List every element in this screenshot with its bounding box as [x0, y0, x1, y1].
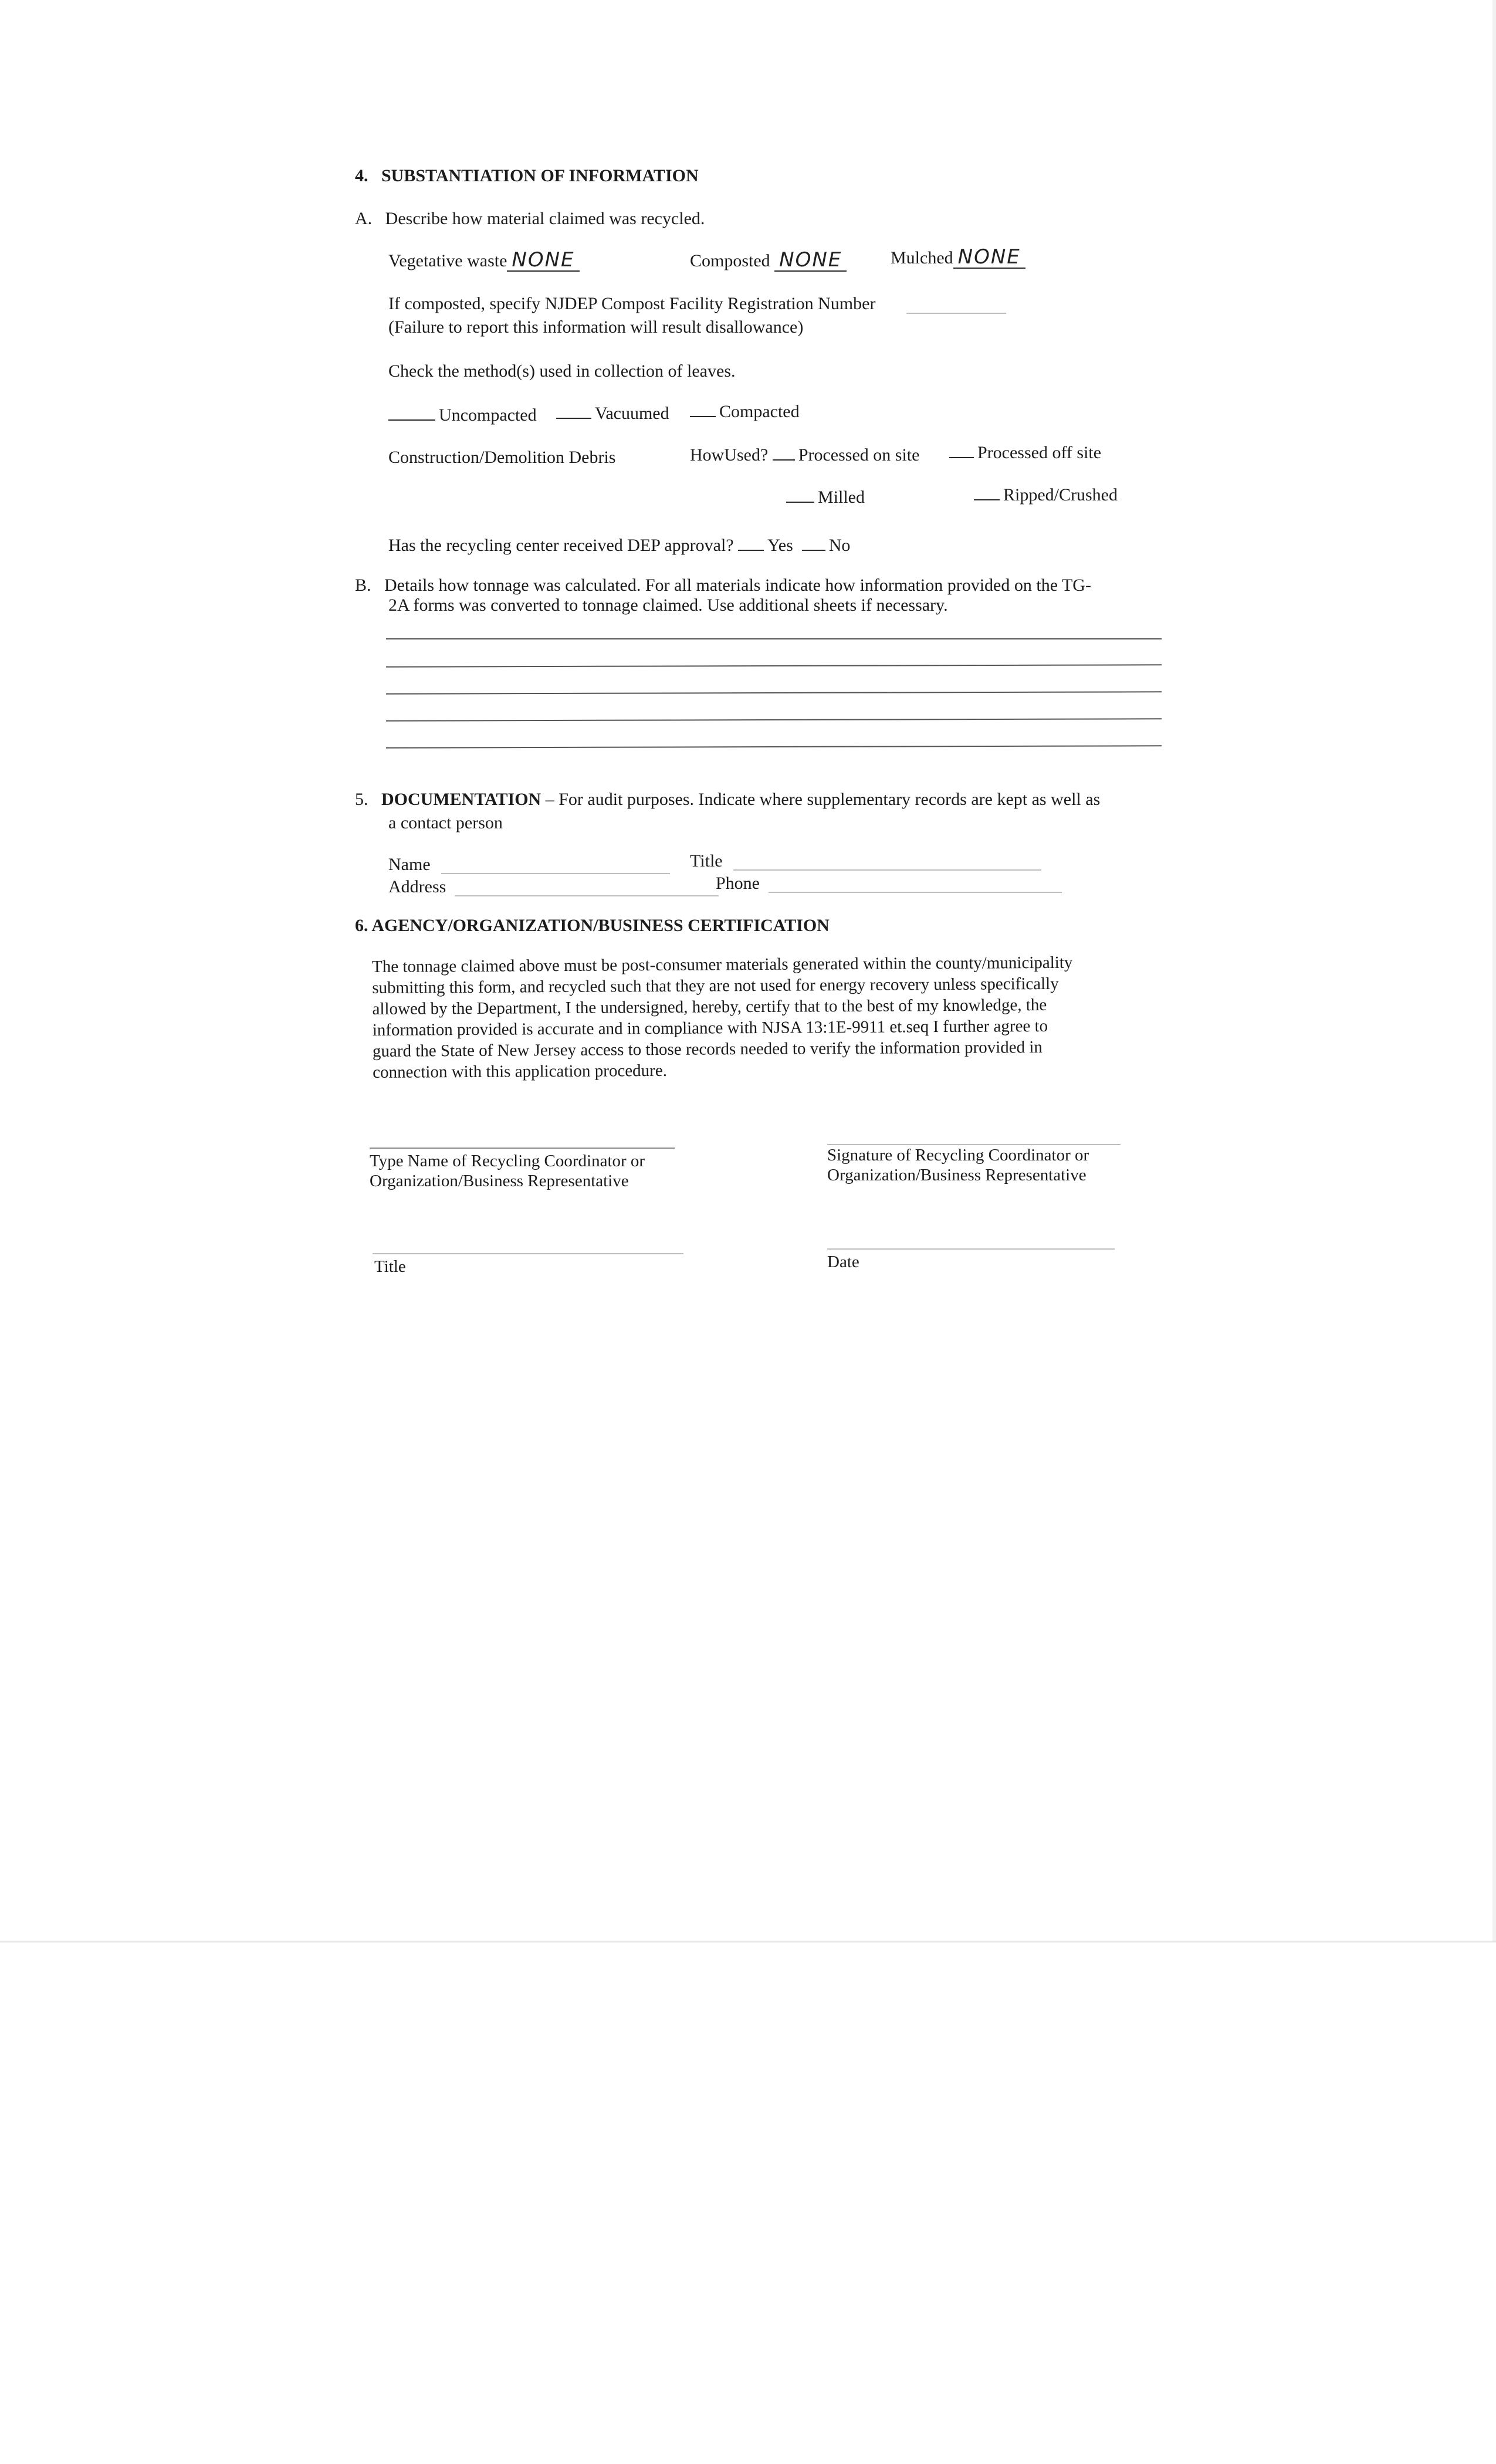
uncompacted-checkbox-line[interactable]	[388, 405, 435, 421]
milled-option[interactable]	[786, 487, 865, 508]
processed-off-site-checkbox-line[interactable]	[949, 443, 974, 458]
date-line[interactable]	[827, 1248, 1115, 1250]
vacuumed-label: Vacuumed	[595, 404, 669, 423]
section-6-title: 6. AGENCY/ORGANIZATION/BUSINESS CERTIFICATION	[355, 916, 830, 935]
certification-line: The tonnage claimed above must be post-consumer materials generated within the county/municipality	[372, 953, 1073, 976]
section-4a-prompt	[355, 208, 705, 229]
processed-off-site-label: Processed off site	[977, 443, 1102, 462]
uncompacted-option[interactable]	[388, 405, 537, 426]
uncompacted-label: Uncompacted	[439, 405, 537, 425]
signature-label-2: Organization/Business Representative	[827, 1166, 1087, 1184]
milled-label: Milled	[818, 488, 865, 507]
tonnage-answer-line-5[interactable]	[386, 745, 1162, 748]
vegetative-waste-field[interactable]	[388, 249, 580, 272]
tonnage-answer-line-3[interactable]	[386, 691, 1162, 694]
vegetative-waste-label: Vegetative waste	[388, 251, 507, 270]
registration-number-label: If composted, specify NJDEP Compost Facility Registration Number	[388, 294, 876, 313]
section-5-text2: a contact person	[388, 813, 503, 832]
contact-name-line[interactable]	[441, 873, 670, 874]
section-5-title: DOCUMENTATION	[381, 790, 541, 809]
mulched-value[interactable]: NONE	[953, 246, 1025, 269]
processed-on-site-label: Processed on site	[798, 445, 920, 465]
leaves-collection-prompt: Check the method(s) used in collection of leaves.	[388, 361, 736, 381]
ripped-crushed-checkbox-line[interactable]	[974, 485, 1000, 500]
section-4-number: 4.	[355, 166, 368, 185]
vacuumed-option[interactable]	[556, 403, 669, 424]
certification-line: submitting this form, and recycled such that they are not used for energy recovery unless specifically	[372, 974, 1059, 997]
contact-phone-label: Phone	[716, 874, 760, 893]
tonnage-answer-line-4[interactable]	[386, 718, 1162, 721]
vegetative-waste-value[interactable]: NONE	[507, 249, 579, 272]
mulched-label: Mulched	[891, 248, 953, 268]
date-label: Date	[827, 1253, 859, 1271]
dep-yes-label: Yes	[767, 536, 793, 555]
tonnage-answer-line-2[interactable]	[386, 664, 1162, 667]
failure-note: (Failure to report this information will result disallowance)	[388, 317, 804, 337]
contact-title-label: Title	[690, 851, 723, 871]
type-name-label-2: Organization/Business Representative	[370, 1172, 629, 1190]
construction-demolition-label: Construction/Demolition Debris	[388, 448, 616, 467]
contact-title-line[interactable]	[733, 869, 1041, 871]
section-4-heading	[355, 165, 699, 187]
section-5-text1: – For audit purposes. Indicate where supplementary records are kept as well as	[541, 790, 1101, 809]
vacuumed-checkbox-line[interactable]	[556, 404, 591, 419]
compacted-checkbox-line[interactable]	[690, 402, 716, 417]
signature-label-1: Signature of Recycling Coordinator or	[827, 1146, 1089, 1165]
rep-title-line[interactable]	[373, 1253, 683, 1254]
tonnage-answer-line-1[interactable]	[386, 638, 1162, 639]
processed-off-site-option[interactable]	[949, 442, 1101, 463]
section-4b-line1	[355, 575, 1091, 596]
scan-page-bottom-edge	[0, 1941, 1496, 1942]
processed-on-site-checkbox-line[interactable]	[773, 445, 795, 461]
dep-no-label: No	[828, 536, 851, 555]
contact-name-label: Name	[388, 855, 431, 874]
how-used-row	[690, 445, 919, 466]
dep-approval-row	[388, 535, 850, 556]
certification-line: allowed by the Department, I the undersigned, hereby, certify that to the best of my knowledge, the	[372, 995, 1047, 1018]
registration-number-field[interactable]	[388, 293, 875, 314]
certification-line: connection with this application procedure.	[373, 1061, 668, 1082]
milled-checkbox-line[interactable]	[786, 488, 814, 503]
composted-label: Composted	[690, 251, 770, 270]
dep-approval-question: Has the recycling center received DEP approval?	[388, 536, 734, 555]
section-4b-letter: B.	[355, 576, 371, 595]
certification-line: guard the State of New Jersey access to those records needed to verify the information provided in	[372, 1038, 1043, 1061]
type-name-label-1: Type Name of Recycling Coordinator or	[370, 1152, 645, 1170]
composted-value[interactable]: NONE	[774, 249, 847, 272]
section-5-heading	[355, 789, 1100, 810]
composted-field[interactable]	[690, 249, 847, 272]
section-4a-prompt-text: Describe how material claimed was recycled.	[385, 209, 705, 228]
ripped-crushed-option[interactable]	[974, 485, 1118, 506]
how-used-label: HowUsed?	[690, 445, 769, 465]
contact-address-label: Address	[388, 877, 446, 896]
section-5-number: 5.	[355, 790, 368, 809]
certification-line: information provided is accurate and in compliance with NJSA 13:1E-9911 et.seq I further agree to	[372, 1016, 1048, 1040]
rep-title-label: Title	[374, 1257, 406, 1276]
certification-paragraph	[372, 952, 1074, 1083]
contact-phone-line[interactable]	[769, 892, 1062, 893]
contact-address-line[interactable]	[455, 895, 719, 896]
ripped-crushed-label: Ripped/Crushed	[1003, 485, 1118, 505]
section-4a-letter: A.	[355, 209, 373, 228]
dep-no-checkbox-line[interactable]	[802, 536, 825, 551]
mulched-field[interactable]	[891, 246, 1025, 269]
dep-yes-checkbox-line[interactable]	[738, 536, 764, 551]
section-4b-text1: Details how tonnage was calculated. For all materials indicate how information provided on the TG-	[384, 576, 1091, 595]
section-4-title: SUBSTANTIATION OF INFORMATION	[381, 166, 699, 185]
compacted-label: Compacted	[719, 402, 800, 421]
type-name-line[interactable]	[370, 1148, 675, 1149]
section-4b-line2: 2A forms was converted to tonnage claimed. Use additional sheets if necessary.	[388, 595, 948, 615]
compacted-option[interactable]	[690, 401, 800, 422]
registration-number-line[interactable]	[906, 313, 1006, 314]
